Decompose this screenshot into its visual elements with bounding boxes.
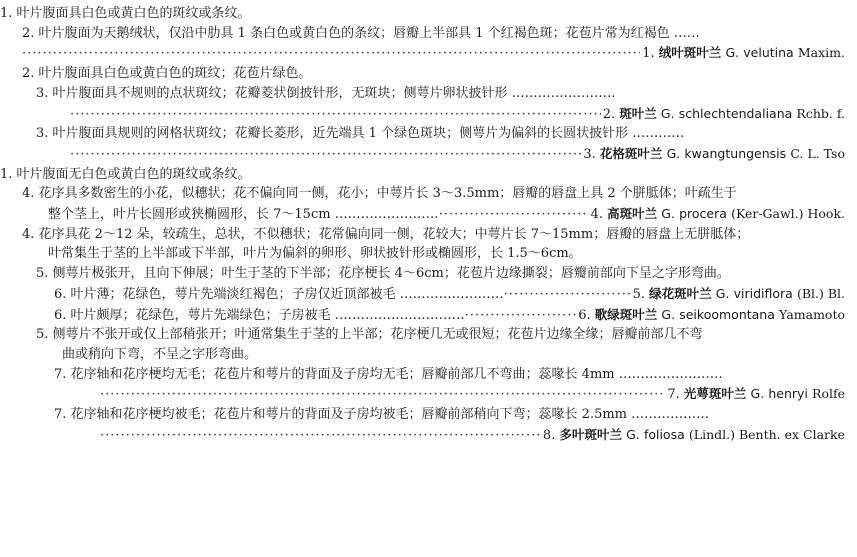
key-result-line bbox=[0, 425, 845, 446]
key-line-text: 6. 叶片薄；花绿色，萼片先端淡红褐色；子房仅近顶部被毛 …………………… bbox=[54, 286, 504, 302]
species-chinese-name: 绿花斑叶兰 bbox=[649, 285, 712, 301]
key-line-text: 曲或稍向下弯，不呈之字形弯曲。 bbox=[62, 346, 258, 362]
key-entry bbox=[0, 305, 857, 326]
leader-dots bbox=[22, 44, 640, 64]
species-result bbox=[631, 284, 845, 305]
species-number: 3. bbox=[583, 146, 596, 162]
key-line-text: 3. 叶片腹面具规则的网格状斑纹；花瓣长菱形，近先端具 1 个绿色斑块；侧萼片为偏斜的长圆状披针形 ………… bbox=[36, 126, 685, 142]
key-entry bbox=[0, 225, 857, 264]
species-chinese-name: 斑叶兰 bbox=[619, 105, 657, 121]
key-result-line bbox=[0, 144, 845, 165]
key-line-text: 1. 叶片腹面具白色或黄白色的斑纹或条纹。 bbox=[0, 6, 251, 21]
species-epithet: foliosa bbox=[643, 426, 685, 442]
genus-abbrev: G. bbox=[626, 426, 640, 442]
key-entry bbox=[0, 165, 857, 185]
species-number: 2. bbox=[602, 106, 616, 122]
species-chinese-name: 绒叶斑叶兰 bbox=[658, 45, 722, 61]
species-number: 7. bbox=[667, 387, 680, 403]
species-chinese-name: 花格斑叶兰 bbox=[599, 145, 663, 161]
species-number: 1. bbox=[642, 46, 655, 62]
key-line-text: 整个茎上，叶片长圆形或狭椭圆形，长 7～15cm …………………… bbox=[48, 207, 439, 223]
species-epithet: kwangtungensis bbox=[684, 145, 787, 161]
leader-dots bbox=[70, 145, 581, 165]
species-result bbox=[601, 104, 845, 125]
leader-dots bbox=[465, 306, 577, 326]
key-entry bbox=[0, 284, 857, 305]
species-author: Rolfe bbox=[812, 386, 845, 402]
species-result bbox=[665, 384, 845, 405]
species-author: Maxim. bbox=[797, 45, 845, 61]
key-line-text: 6. 叶片颇厚；花绿色，萼片先端绿色；子房被毛 ………………………… bbox=[54, 307, 465, 323]
key-line-with-result bbox=[0, 305, 845, 326]
species-number: 8. bbox=[542, 427, 556, 443]
species-number: 4. bbox=[590, 207, 603, 223]
leader-dots bbox=[70, 105, 601, 125]
species-chinese-name: 歌绿斑叶兰 bbox=[594, 306, 658, 322]
species-epithet: seikoomontana bbox=[679, 306, 775, 322]
species-author: Yamamoto bbox=[779, 306, 845, 322]
species-author: Rchb. f. bbox=[796, 105, 845, 121]
species-result bbox=[581, 144, 845, 165]
key-line-text: 2. 叶片腹面为天鹅绒状，仅沿中肋具 1 条白色或黄白色的条纹；唇瓣上半部具 1 个红褐色斑；花苞片常为红褐色 …… bbox=[22, 25, 700, 41]
leader-dots bbox=[439, 205, 589, 225]
leader-dots bbox=[100, 385, 665, 405]
key-entry bbox=[0, 84, 857, 124]
species-author: (Bl.) Bl. bbox=[796, 285, 845, 301]
key-line-text: 2. 叶片腹面具白色或黄白色的斑纹；花苞片绿色。 bbox=[22, 66, 312, 82]
species-author: (Ker-Gawl.) Hook. bbox=[731, 206, 845, 222]
species-author: (Lindl.) Benth. ex Clarke bbox=[688, 426, 845, 442]
key-entry bbox=[0, 184, 857, 224]
genus-abbrev: G. bbox=[660, 105, 675, 121]
leader-dots bbox=[504, 285, 631, 305]
genus-abbrev: G. bbox=[661, 206, 675, 222]
key-entry bbox=[0, 325, 857, 364]
key-line-text: 4. 花序具多数密生的小花，似穗状；花不偏向同一侧，花小；中萼片长 3～3.5mm；唇瓣的唇盘上具 2 个胼胝体；叶疏生于 bbox=[22, 186, 737, 202]
species-chinese-name: 高斑叶兰 bbox=[607, 206, 658, 222]
key-result-line bbox=[0, 43, 845, 64]
leader-dots bbox=[100, 426, 541, 446]
key-line-with-result bbox=[0, 204, 845, 225]
genus-abbrev: G. bbox=[750, 386, 765, 402]
species-epithet: procera bbox=[679, 206, 727, 222]
species-result bbox=[589, 204, 845, 225]
species-result bbox=[640, 43, 845, 64]
genus-abbrev: G. bbox=[661, 306, 676, 322]
genus-abbrev: G. bbox=[725, 45, 740, 61]
species-author: C. L. Tso bbox=[790, 145, 845, 161]
key-line-with-result bbox=[0, 284, 845, 305]
genus-abbrev: G. bbox=[715, 285, 730, 301]
key-line-text: 7. 花序轴和花序梗均被毛；花苞片和萼片的背面及子房均被毛；唇瓣前部稍向下弯；蕊喙长 2.5mm ……………… bbox=[54, 407, 710, 423]
species-chinese-name: 光萼斑叶兰 bbox=[683, 386, 747, 402]
species-epithet: henryi bbox=[768, 386, 808, 402]
species-epithet: viridiflora bbox=[733, 285, 793, 301]
key-line-text: 叶常集生于茎的上半部或下半部，叶片为偏斜的卵形、卵状披针形或椭圆形，长 1.5～6cm。 bbox=[48, 246, 582, 262]
genus-abbrev: G. bbox=[666, 145, 681, 161]
key-line-text: 3. 叶片腹面具不规则的点状斑纹；花瓣菱状倒披针形，无斑块；侧萼片卵状披针形 …………………… bbox=[36, 85, 616, 101]
key-line-text: 5. 侧萼片不张开或仅上部稍张开；叶通常集生于茎的上半部；花序梗几无或很短；花苞片边缘全缘；唇瓣前部几不弯 bbox=[36, 327, 703, 343]
key-entry bbox=[0, 264, 857, 284]
key-entry bbox=[0, 124, 857, 164]
key-entry bbox=[0, 365, 857, 405]
key-entry bbox=[0, 24, 857, 64]
species-epithet: schlechtendaliana bbox=[678, 105, 793, 121]
key-result-line bbox=[0, 104, 845, 125]
key-line-text: 5. 侧萼片极张开，且向下伸展；叶生于茎的下半部；花序梗长 4～6cm；花苞片边缘撕裂；唇瓣前部向下呈之字形弯曲。 bbox=[36, 266, 730, 282]
key-entry bbox=[0, 4, 857, 24]
key-entry bbox=[0, 64, 857, 84]
key-entry bbox=[0, 405, 857, 445]
species-result bbox=[541, 425, 845, 446]
species-result bbox=[576, 305, 845, 326]
key-line-text: 7. 花序轴和花序梗均无毛；花苞片和萼片的背面及子房均无毛；唇瓣前部几不弯曲；蕊喙长 4mm …………………… bbox=[54, 366, 723, 382]
key-line-text: 4. 花序具花 2～12 朵，较疏生，总状，不似穗状；花常偏向同一侧，花较大；中萼片长 7～15mm；唇瓣的唇盘上无胼胝体； bbox=[22, 226, 750, 242]
species-epithet: velutina bbox=[743, 45, 794, 61]
species-number: 6. bbox=[578, 307, 591, 323]
species-chinese-name: 多叶斑叶兰 bbox=[559, 426, 622, 442]
key-line-text: 1. 叶片腹面无白色或黄白色的斑纹或条纹。 bbox=[0, 166, 251, 182]
key-result-line bbox=[0, 384, 845, 405]
species-number: 5. bbox=[632, 286, 645, 302]
